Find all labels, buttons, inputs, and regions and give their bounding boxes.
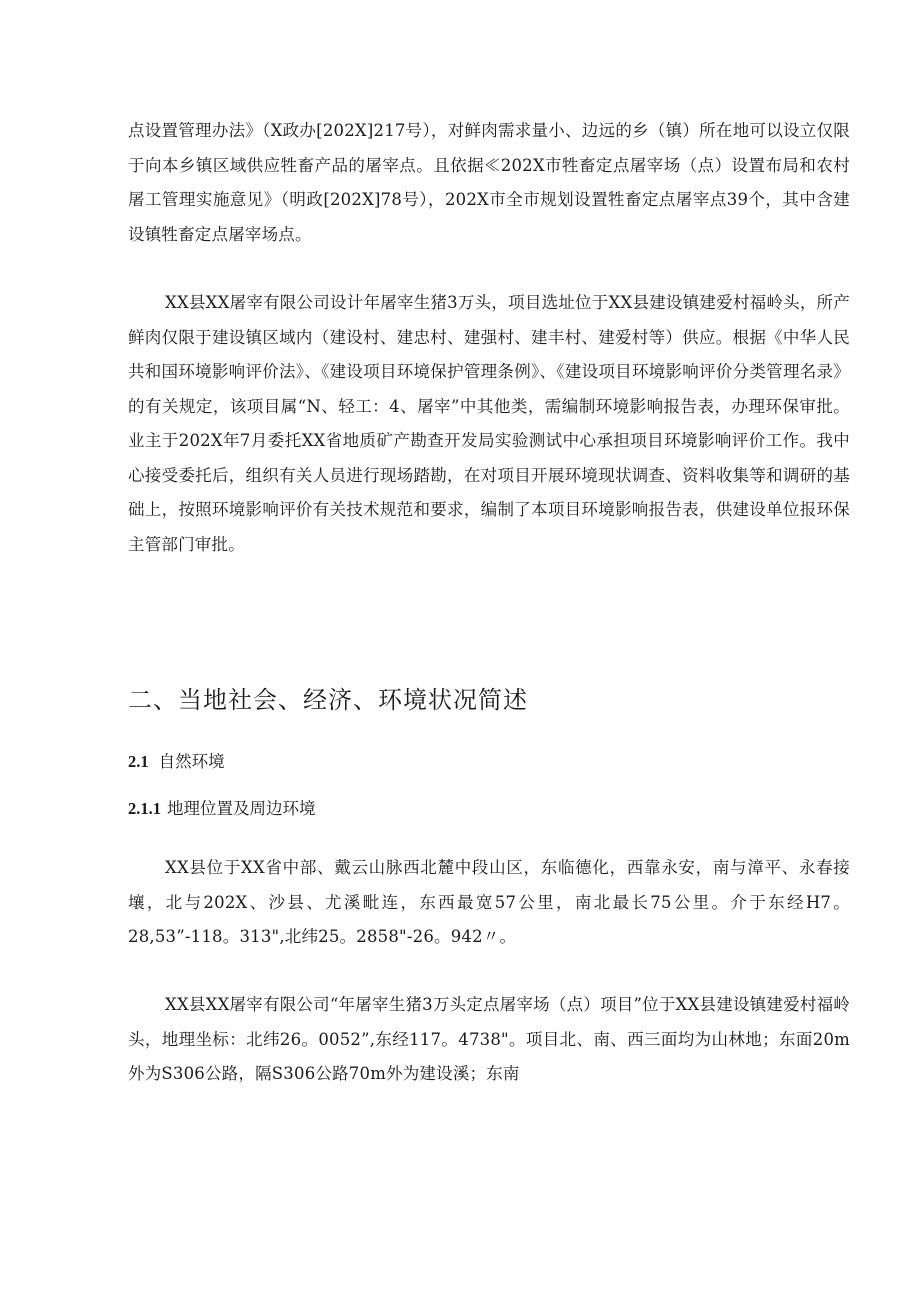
subsection-title: 自然环境 [158, 752, 225, 771]
geo-paragraph-site: XX县XX屠宰有限公司“年屠宰生猪3万头定点屠宰场（点）项目”位于XX县建设镇建爱村福岭头，地理坐标：北纬26。0052”,东经117。4738"。项目北、南、西三面均为山林地；东面20m外为S306公路，隔S306公路70m外为建设溪；东南 [128, 995, 850, 1083]
intro-paragraph-project: XX县XX屠宰有限公司设计年屠宰生猪3万头，项目选址位于XX县建设镇建爱村福岭头，所产鲜肉仅限于建设镇区域内（建设村、建忠村、建强村、建丰村、建爱村等）供应。根据《中华人民共和国环境影响评价法》、《建设项目环境保护管理条例》、《建设项目环境影响评价分类管理名录》的有关规定，该项目属“N、轻工：4、屠宰”中其他类，需编制环境影响报告表，办理环保审批。业主于202X年7月委托XX省地质矿产勘查开发局实验测试中心承担项目环境影响评价工作。我中心接受委托后，组织有关人员进行现场踏勘，在对项目开展环境现状调查、资料收集等和调研的基础上，按照环境影响评价有关技术规范和要求，编制了本项目环境影响报告表，供建设单位报环保主管部门审批。 [128, 293, 850, 554]
subsubsection-number: 2.1.1 [128, 799, 161, 818]
subsection-number: 2.1 [128, 752, 149, 771]
section-heading: 二、当地社会、经济、环境状况简述 [128, 686, 528, 714]
subsection-heading [128, 748, 225, 772]
geo-paragraph-county: XX县位于XX省中部、戴云山脉西北麓中段山区，东临德化，西靠永安，南与漳平、永春接壤，北与202X、沙县、尤溪毗连，东西最宽57公里，南北最长75公里。介于东经H7。28,53”-118。313",北纬25。2858"-26。942〃。 [128, 858, 850, 946]
intro-paragraph-regulations: 点设置管理办法》（X政办[202X]217号），对鲜肉需求量小、边远的乡（镇）所在地可以设立仅限于向本乡镇区域供应牲畜产品的屠宰点。且依据≪202X市牲畜定点屠宰场（点）设置布局和农村屠工管理实施意见》（明政[202X]78号），202X市全市规划设置牲畜定点屠宰点39个，其中含建设镇牲畜定点屠宰场点。 [128, 121, 850, 244]
subsubsection-heading [128, 795, 316, 819]
subsubsection-title: 地理位置及周边环境 [167, 799, 316, 818]
